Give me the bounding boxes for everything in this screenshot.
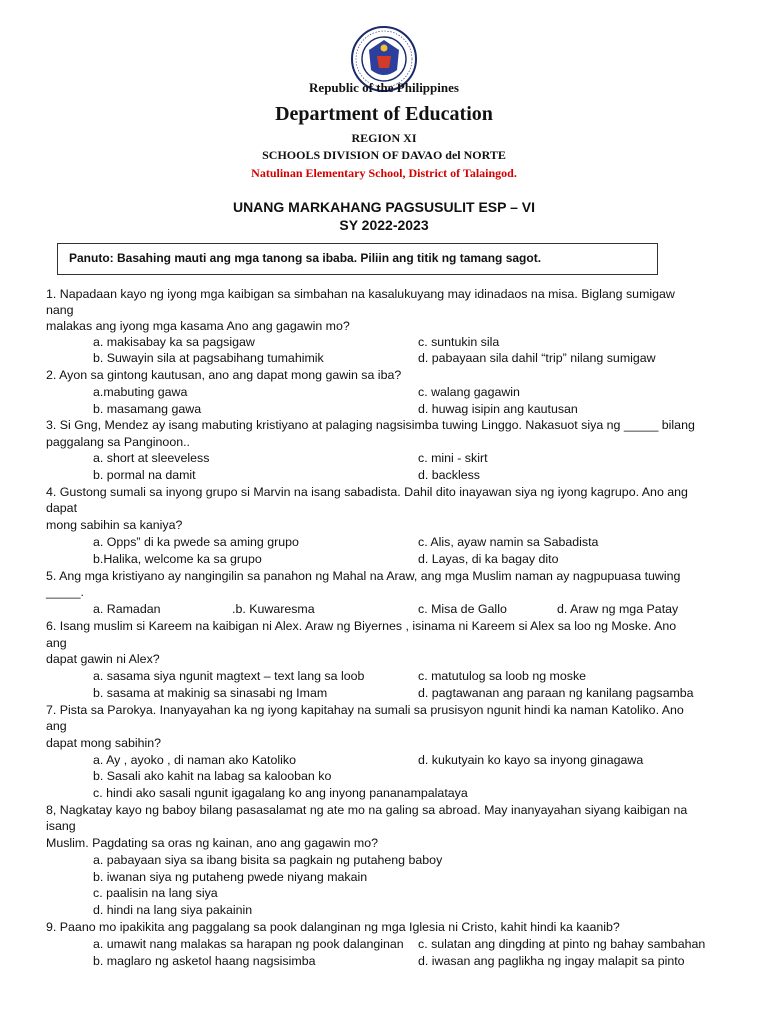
question-9-option-c[interactable]: c. sulatan ang dingding at pinto ng bahay sambahan (418, 937, 706, 951)
question-1-option-c[interactable]: c. suntukin sila (418, 335, 500, 349)
question-3-option-c[interactable]: c. mini - skirt (418, 451, 488, 465)
question-1-option-b[interactable]: b. Suwayin sila at pagsabihang tumahimik (93, 351, 324, 365)
question-6-option-b[interactable]: b. sasama at makinig sa sinasabi ng Imam (93, 686, 328, 700)
question-4-option-c[interactable]: c. Alis, ayaw namin sa Sabadista (418, 535, 599, 549)
question-8-option-b[interactable]: b. iwanan siya ng putaheng pwede niyang makain (93, 870, 368, 884)
question-4-line-1: 4. Gustong sumali sa inyong grupo si Marvin na isang sabadista. Dahil dito inayawan siya ng iyong kagrupo. Ano ang (46, 485, 688, 499)
question-4-line-3: mong sabihin sa kaniya? (46, 518, 183, 532)
question-5-option-a[interactable]: a. Ramadan (93, 602, 161, 616)
question-6-line-2: ang (46, 636, 67, 650)
question-1-option-a[interactable]: a. makisabay ka sa pagsigaw (93, 335, 255, 349)
question-3-line-2: paggalang sa Panginoon.. (46, 435, 190, 449)
question-1-line-3: malakas ang iyong mga kasama Ano ang gagawin mo? (46, 319, 350, 333)
question-8-line-2: isang (46, 819, 76, 833)
question-2-option-c[interactable]: c. walang gagawin (418, 385, 520, 399)
question-1-option-d[interactable]: d. pabayaan sila dahil “trip” nilang sumigaw (418, 351, 656, 365)
question-5-option-d[interactable]: d. Araw ng mga Patay (557, 602, 679, 616)
question-7-option-b[interactable]: b. Sasali ako kahit na labag sa kalooban ko (93, 769, 332, 783)
question-9-line-1: 9. Paano mo ipakikita ang paggalang sa pook dalanginan ng mga Iglesia ni Cristo, kahit hindi ka kaanib? (46, 920, 620, 934)
question-2-option-a[interactable]: a.mabuting gawa (93, 385, 188, 399)
question-3-option-d[interactable]: d. backless (418, 468, 480, 482)
question-8-option-d[interactable]: d. hindi na lang siya pakainin (93, 903, 253, 917)
school-name: Natulinan Elementary School, District of Talaingod. (251, 166, 517, 180)
question-4-option-d[interactable]: d. Layas, di ka bagay dito (418, 552, 559, 566)
question-7-option-c[interactable]: c. hindi ako sasali ngunit igagalang ko ang inyong pananampalataya (93, 786, 468, 800)
question-5-line-1: 5. Ang mga kristiyano ay nangingilin sa panahon ng Mahal na Araw, ang mga Muslim naman ay nagpupuasa tuwing (46, 569, 681, 583)
region-heading: REGION XI (351, 131, 417, 145)
question-8-line-1: 8, Nagkatay kayo ng baboy bilang pasasalamat ng ate mo na galing sa abroad. May inanyayahan siyang kaibigan na (46, 803, 688, 817)
question-1-line-2: nang (46, 303, 74, 317)
question-1-line-1: 1. Napadaan kayo ng iyong mga kaibigan sa simbahan na kasalukuyang may idinadaos na misa. Biglang sumigaw (46, 287, 675, 301)
question-3-line-1: 3. Si Gng, Mendez ay isang mabuting kristiyano at palaging nagsisimba tuwing Linggo. Nakasuot siya ng _____ bilang (46, 418, 695, 432)
question-8-line-3: Muslim. Pagdating sa oras ng kainan, ano ang gagawin mo? (46, 836, 379, 850)
question-8-option-c[interactable]: c. paalisin na lang siya (93, 886, 218, 900)
question-7-option-a[interactable]: a. Ay , ayoko , di naman ako Katoliko (93, 753, 296, 767)
question-5-option-c[interactable]: c. Misa de Gallo (418, 602, 507, 616)
question-5-option-b[interactable]: .b. Kuwaresma (232, 602, 315, 616)
division-heading: SCHOOLS DIVISION OF DAVAO del NORTE (262, 148, 506, 162)
instructions-text: Panuto: Basahing mauti ang mga tanong sa ibaba. Piliin ang titik ng tamang sagot. (69, 251, 542, 265)
question-2-option-d[interactable]: d. huwag isipin ang kautusan (418, 402, 578, 416)
department-heading: Department of Education (275, 103, 493, 125)
question-3-option-a[interactable]: a. short at sleeveless (93, 451, 210, 465)
question-8-option-a[interactable]: a. pabayaan siya sa ibang bisita sa pagkain ng putaheng baboy (93, 853, 443, 867)
question-7-line-1: 7. Pista sa Parokya. Inanyayahan ka ng iyong kapitahay na sumali sa prusisyon ngunit hindi ka naman Katoliko. Ano (46, 703, 684, 717)
question-7-option-d[interactable]: d. kukutyain ko kayo sa inyong ginagawa (418, 753, 644, 767)
exam-title: UNANG MARKAHANG PAGSUSULIT ESP – VI (232, 199, 536, 215)
question-9-option-d[interactable]: d. iwasan ang paglikha ng ingay malapit sa pinto (418, 954, 685, 968)
question-3-option-b[interactable]: b. pormal na damit (93, 468, 196, 482)
question-9-option-b[interactable]: b. maglaro ng asketol haang nagsisimba (93, 954, 316, 968)
question-6-option-a[interactable]: a. sasama siya ngunit magtext – text lang sa loob (93, 669, 365, 683)
question-2-option-b[interactable]: b. masamang gawa (93, 402, 202, 416)
instructions-box (57, 243, 658, 275)
question-6-line-1: 6. Isang muslim si Kareem na kaibigan ni Alex. Araw ng Biyernes , isinama ni Kareem si Alex sa loo ng Moske. Ano (46, 619, 677, 633)
question-7-line-2: ang (46, 719, 67, 733)
question-6-option-c[interactable]: c. matutulog sa loob ng moske (418, 669, 587, 683)
question-6-line-3: dapat gawin ni Alex? (46, 652, 160, 666)
question-6-option-d[interactable]: d. pagtawanan ang paraan ng kanilang pagsamba (418, 686, 694, 700)
question-4-option-b[interactable]: b.Halika, welcome ka sa grupo (93, 552, 262, 566)
question-9-option-a[interactable]: a. umawit nang malakas sa harapan ng pook dalanginan (93, 937, 404, 951)
question-2-line-1: 2. Ayon sa gintong kautusan, ano ang dapat mong gawin sa iba? (46, 368, 402, 382)
question-5-line-2: _____. (46, 585, 84, 599)
question-4-line-2: dapat (46, 501, 78, 515)
question-4-option-a[interactable]: a. Opps” di ka pwede sa aming grupo (93, 535, 299, 549)
question-7-line-3: dapat mong sabihin? (46, 736, 162, 750)
school-year: SY 2022-2023 (339, 217, 429, 233)
republic-heading: Republic of the Philippines (309, 80, 459, 95)
